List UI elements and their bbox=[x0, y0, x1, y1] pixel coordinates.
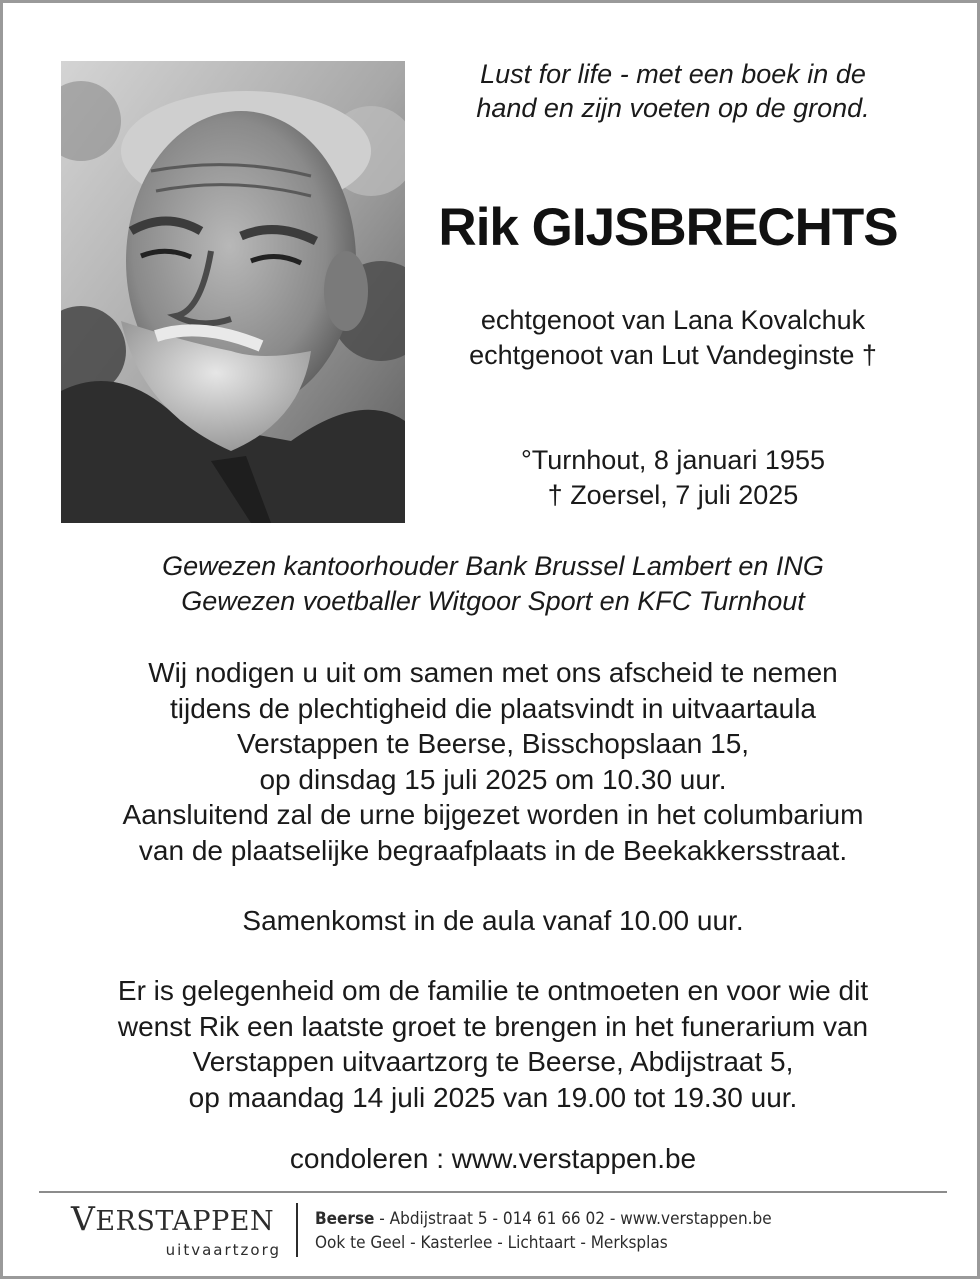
death-date: † Zoersel, 7 juli 2025 bbox=[547, 480, 799, 510]
ceremony-line: Verstappen te Beerse, Bisschopslaan 15, bbox=[236, 728, 750, 759]
careers bbox=[43, 549, 943, 619]
gathering-text: Samenkomst in de aula vanaf 10.00 uur. bbox=[242, 905, 744, 936]
visitation-line: op maandag 14 juli 2025 van 19.00 tot 19.30 uur. bbox=[188, 1081, 798, 1113]
life-dates bbox=[418, 443, 928, 513]
spouses bbox=[418, 303, 928, 373]
funeral-home-logo bbox=[71, 1199, 283, 1259]
footer-contact bbox=[315, 1207, 935, 1255]
motto bbox=[418, 57, 928, 125]
contact-town: Beerse bbox=[315, 1209, 375, 1229]
birth-date: °Turnhout, 8 januari 1955 bbox=[520, 445, 825, 475]
footer-divider bbox=[39, 1191, 947, 1193]
visitation-line: Verstappen uitvaartzorg te Beerse, Abdijstraat 5, bbox=[192, 1046, 794, 1077]
motto-line: Lust for life - met een boek in de bbox=[480, 59, 866, 89]
logo-rest: ERSTAPPEN bbox=[95, 1206, 275, 1237]
ceremony-text bbox=[33, 655, 953, 868]
ceremony-line: Aansluitend zal de urne bijgezet worden in het columbarium bbox=[122, 799, 864, 830]
visitation-text bbox=[33, 973, 953, 1115]
footer-separator bbox=[296, 1203, 298, 1257]
motto-line: hand en zijn voeten op de grond. bbox=[476, 93, 870, 123]
career-line: Gewezen kantoorhouder Bank Brussel Lambert en ING bbox=[162, 551, 824, 581]
ceremony-line: op dinsdag 15 juli 2025 om 10.30 uur. bbox=[259, 763, 727, 795]
logo-initial: V bbox=[71, 1199, 96, 1238]
ceremony-line: tijdens de plechtigheid die plaatsvindt in uitvaartaula bbox=[170, 692, 816, 724]
logo-wordmark bbox=[71, 1199, 283, 1242]
branches-line: Ook te Geel - Kasterlee - Lichtaart - Merksplas bbox=[315, 1233, 668, 1253]
portrait-illustration bbox=[61, 61, 405, 523]
visitation-line: wenst Rik een laatste groet te brengen in het funerarium van bbox=[117, 1010, 869, 1042]
spouse-line: echtgenoot van Lana Kovalchuk bbox=[480, 305, 866, 335]
contact-line bbox=[315, 1207, 935, 1231]
ceremony-line: Wij nodigen u uit om samen met ons afscheid te nemen bbox=[148, 657, 838, 688]
logo-subtitle: uitvaartzorg bbox=[165, 1241, 281, 1259]
portrait-photo bbox=[61, 61, 405, 523]
career-line: Gewezen voetballer Witgoor Sport en KFC Turnhout bbox=[181, 586, 805, 616]
ceremony-line: van de plaatselijke begraafplaats in de Beekakkersstraat. bbox=[138, 834, 848, 866]
visitation-line: Er is gelegenheid om de familie te ontmoeten en voor wie dit bbox=[117, 975, 869, 1006]
condolences-text: condoleren : www.verstappen.be bbox=[289, 1143, 697, 1174]
spouse-line: echtgenoot van Lut Vandeginste † bbox=[469, 340, 877, 370]
deceased-name: Rik GIJSBRECHTS bbox=[438, 198, 898, 257]
contact-details: - Abdijstraat 5 - 014 61 66 02 - www.verstappen.be bbox=[374, 1209, 772, 1229]
